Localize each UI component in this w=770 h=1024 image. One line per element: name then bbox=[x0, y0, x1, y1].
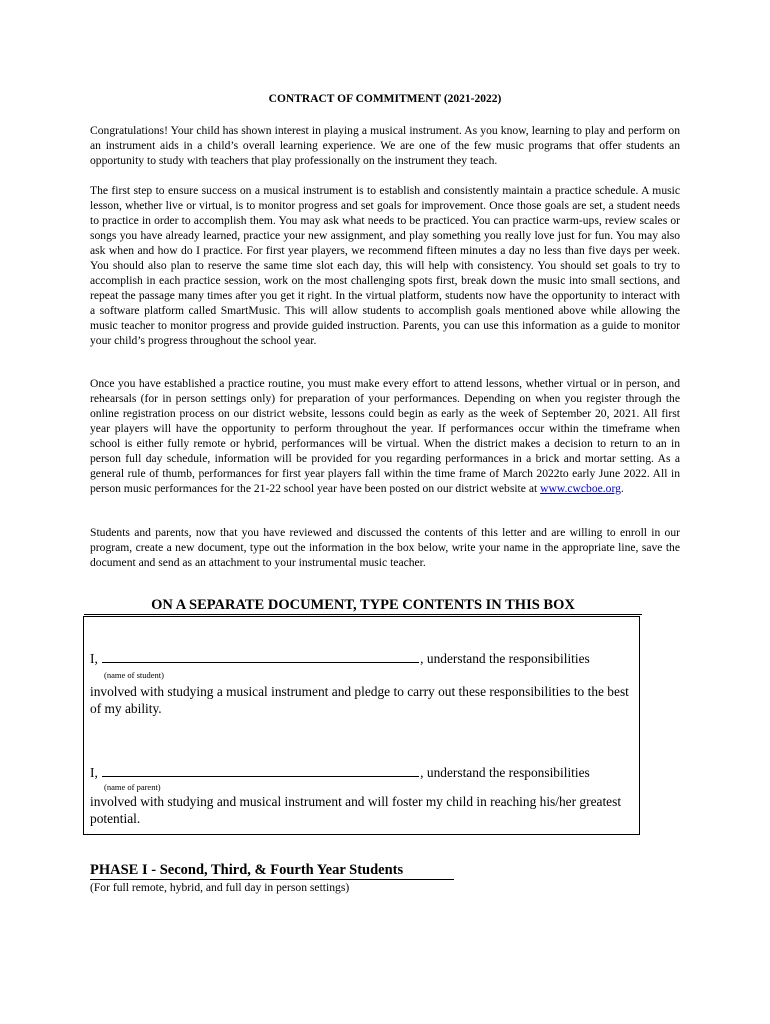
phase-heading: PHASE I - Second, Third, & Fourth Year Students bbox=[90, 862, 404, 878]
student-name-caption: (name of student) bbox=[104, 670, 164, 680]
phase-subtitle: (For full remote, hybrid, and full day in person settings) bbox=[90, 881, 350, 894]
parent-pledge-text: involved with studying and musical instrument and will foster my child in reaching his/her greatest potential. bbox=[90, 794, 622, 826]
lessons-paragraph-end: . bbox=[620, 482, 624, 495]
parent-name-blank[interactable] bbox=[102, 766, 419, 777]
student-name-line bbox=[90, 651, 650, 667]
phase-heading-underline bbox=[90, 879, 454, 880]
student-suffix: , understand the responsibilities bbox=[420, 651, 590, 666]
parent-name-line bbox=[90, 765, 650, 781]
parent-name-caption: (name of parent) bbox=[104, 782, 161, 792]
student-pledge-text: involved with studying a musical instrument and pledge to carry out these responsibilities to the best of my ability. bbox=[90, 684, 629, 716]
lessons-paragraph bbox=[90, 376, 680, 496]
student-name-blank[interactable] bbox=[102, 652, 419, 663]
student-prefix: I, bbox=[90, 651, 98, 666]
district-website-link[interactable]: www.cwcboe.org bbox=[540, 482, 621, 495]
intro-paragraph: Congratulations! Your child has shown interest in playing a musical instrument. As you know, learning to play and perform on an instrument aids in a child’s overall learning experience. We are one of the few music programs that offer students an opportunity to study with teachers that play professionally on the instrument they teach. bbox=[90, 124, 680, 167]
page-title: CONTRACT OF COMMITMENT (2021-2022) bbox=[268, 93, 502, 105]
parent-suffix: , understand the responsibilities bbox=[420, 765, 590, 780]
practice-paragraph: The first step to ensure success on a musical instrument is to establish and consistently maintain a practice schedule. A music lesson, whether live or virtual, is to monitor progress and set goals for improvement. Once those goals are set, a student needs to practice in order to accomplish them. You may ask what needs to be practiced. You can practice warm-ups, review scales or songs you have already learned, practice your new assignment, and play something you really love just for fun. You may also ask when and how do I practice. For first year players, we recommend fifteen minutes a day no less than five days per week. You should also plan to reserve the same time slot each day, this will help with consistency. You should set goals to try to accomplish in each practice session, work on the most challenging spots first, break down the music into small sections, and repeat the passage many times after you get it right. In the virtual platform, students now have the opportunity to interact with a software platform called SmartMusic. This will allow students to accomplish goals mentioned above while allowing the music teacher to monitor progress and provide guided instruction. Parents, you can use this information as a guide to monitor your child’s progress throughout the school year. bbox=[90, 184, 680, 347]
lessons-paragraph-text: Once you have established a practice routine, you must make every effort to attend lessons, whether virtual or in person, and rehearsals (for in person settings only) for preparation of your performances. Depending on when you register through the online registration process on our district website, lessons could begin as early as the week of September 20, 2021. All first year players will have the opportunity to perform throughout the year. If performances occur within the timeframe when school is either fully remote or hybrid, performances will be virtual. When the district makes a decision to return to an in person full day schedule, information will be provided for you regarding performances in a brick and mortar setting. As a general rule of thumb, performances for first year players fall within the time frame of March 2022to early June 2022. All in person music performances for the 21-22 school year have been posted on our district website at bbox=[90, 377, 680, 495]
enroll-paragraph: Students and parents, now that you have reviewed and discussed the contents of this letter and are willing to enroll in our program, create a new document, type out the information in the box below, write your name in the appropriate line, save the document and send as an attachment to your instrumental music teacher. bbox=[90, 526, 680, 569]
parent-prefix: I, bbox=[90, 765, 98, 780]
pledge-box-heading: ON A SEPARATE DOCUMENT, TYPE CONTENTS IN THIS BOX bbox=[84, 597, 642, 615]
